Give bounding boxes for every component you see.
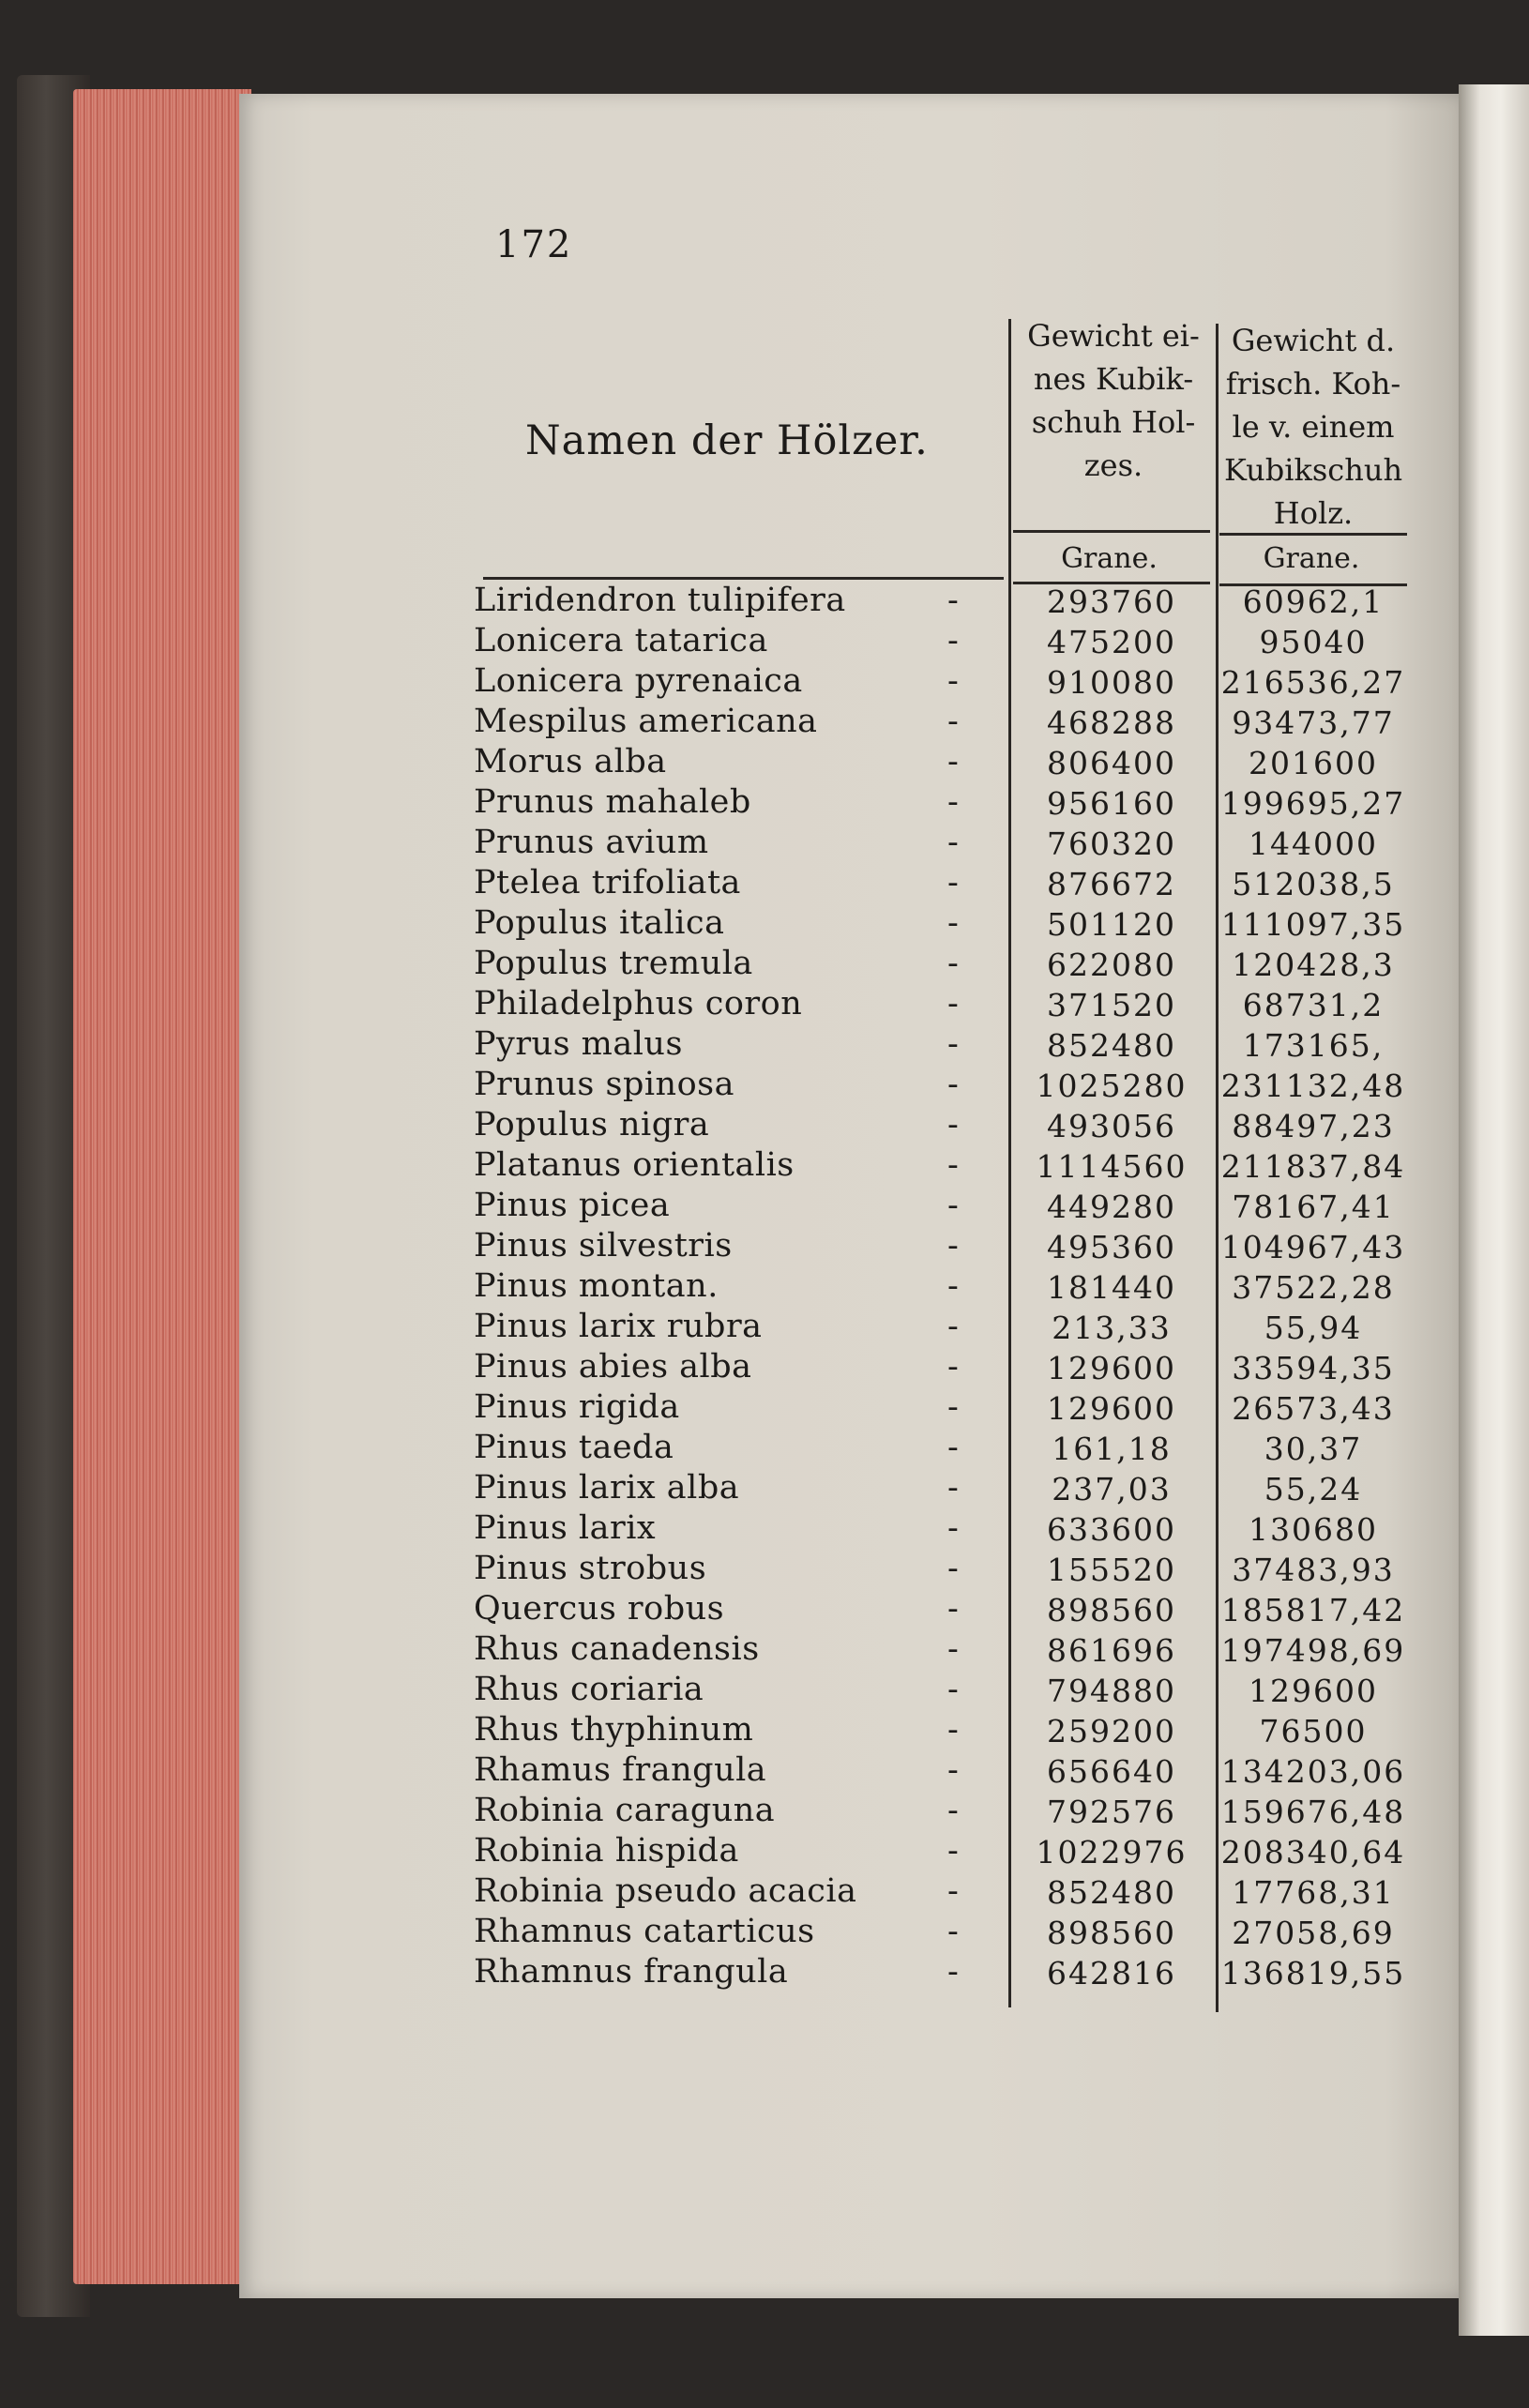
cubic-foot-weight: 852480 xyxy=(1047,1874,1176,1911)
cubic-foot-weight: 1022976 xyxy=(1036,1834,1188,1870)
charcoal-weight: 88497,23 xyxy=(1232,1108,1395,1144)
leader-dash: - xyxy=(947,1187,959,1224)
charcoal-weight: 104967,43 xyxy=(1220,1229,1406,1265)
table-row xyxy=(474,1388,1412,1429)
wood-name: Populus tremula xyxy=(474,945,753,982)
cubic-foot-weight: 1114560 xyxy=(1036,1148,1188,1185)
leader-dash: - xyxy=(947,824,959,861)
wood-name: Prunus avium xyxy=(474,824,709,861)
charcoal-weight: 37522,28 xyxy=(1232,1269,1395,1306)
cubic-foot-weight: 475200 xyxy=(1047,624,1176,660)
cubic-foot-weight: 792576 xyxy=(1047,1794,1176,1830)
table-row xyxy=(474,622,1412,662)
table-row xyxy=(474,1509,1412,1550)
cubic-foot-weight: 898560 xyxy=(1047,1592,1176,1628)
wood-name: Morus alba xyxy=(474,743,667,780)
cubic-foot-weight: 898560 xyxy=(1047,1915,1176,1951)
leader-dash: - xyxy=(947,1751,959,1789)
leader-dash: - xyxy=(947,1388,959,1426)
wood-name: Populus italica xyxy=(474,904,725,942)
table-row xyxy=(474,1751,1412,1792)
leader-dash: - xyxy=(947,1106,959,1143)
cubic-foot-weight: 237,03 xyxy=(1052,1471,1172,1507)
leader-dash: - xyxy=(947,985,959,1022)
leader-dash: - xyxy=(947,1146,959,1184)
leader-dash: - xyxy=(947,662,959,700)
cubic-foot-weight: 161,18 xyxy=(1052,1431,1172,1467)
wood-name: Robinia pseudo acacia xyxy=(474,1872,857,1910)
charcoal-weight: 134203,06 xyxy=(1220,1753,1406,1790)
red-page-edges xyxy=(73,89,251,2284)
cubic-foot-weight: 468288 xyxy=(1047,704,1176,741)
leader-dash: - xyxy=(947,783,959,821)
charcoal-weight: 211837,84 xyxy=(1220,1148,1406,1185)
table-row xyxy=(474,1590,1412,1630)
table-row xyxy=(474,662,1412,703)
cubic-foot-weight: 861696 xyxy=(1047,1632,1176,1669)
charcoal-weight: 120428,3 xyxy=(1232,947,1395,983)
charcoal-weight: 130680 xyxy=(1249,1511,1378,1548)
wood-name: Prunus mahaleb xyxy=(474,783,751,821)
leader-dash: - xyxy=(947,743,959,780)
cubic-foot-weight: 1025280 xyxy=(1036,1068,1188,1104)
charcoal-weight: 30,37 xyxy=(1264,1431,1363,1467)
leader-dash: - xyxy=(947,864,959,901)
charcoal-weight: 37483,93 xyxy=(1232,1552,1395,1588)
charcoal-weight: 78167,41 xyxy=(1232,1189,1395,1225)
charcoal-weight: 197498,69 xyxy=(1220,1632,1406,1669)
leader-dash: - xyxy=(947,1429,959,1466)
wood-name: Robinia caraguna xyxy=(474,1792,776,1829)
charcoal-weight: 68731,2 xyxy=(1242,987,1385,1023)
wood-name: Pinus larix alba xyxy=(474,1469,740,1507)
coal-unit-label: Grane. xyxy=(1263,542,1360,575)
leader-dash: - xyxy=(947,1953,959,1991)
table-row xyxy=(474,945,1412,985)
cubic-foot-weight: 129600 xyxy=(1047,1390,1176,1427)
cubic-foot-weight: 495360 xyxy=(1047,1229,1176,1265)
names-column-header: Namen der Hölzer. xyxy=(525,417,929,464)
leader-dash: - xyxy=(947,1832,959,1870)
cubic-foot-weight: 449280 xyxy=(1047,1189,1176,1225)
table-row xyxy=(474,864,1412,904)
table-row xyxy=(474,1066,1412,1106)
wood-name: Pinus larix xyxy=(474,1509,657,1547)
table-row xyxy=(474,743,1412,783)
leader-dash: - xyxy=(947,1025,959,1063)
charcoal-weight: 199695,27 xyxy=(1220,785,1406,822)
leader-dash: - xyxy=(947,1066,959,1103)
cubic-foot-weight: 213,33 xyxy=(1052,1310,1172,1346)
charcoal-weight: 17768,31 xyxy=(1232,1874,1395,1911)
table-row xyxy=(474,1348,1412,1388)
weight-unit-label: Grane. xyxy=(1061,542,1158,575)
leader-dash: - xyxy=(947,1550,959,1587)
wood-table xyxy=(474,582,1412,1993)
coal-column-header: Gewicht d. frisch. Koh- le v. einem Kubikschuh Holz. xyxy=(1223,323,1403,531)
cubic-foot-weight: 760320 xyxy=(1047,825,1176,862)
table-row xyxy=(474,1227,1412,1267)
leader-dash: - xyxy=(947,1913,959,1950)
wood-name: Rhus canadensis xyxy=(474,1630,760,1668)
charcoal-weight: 512038,5 xyxy=(1232,866,1395,902)
charcoal-weight: 173165, xyxy=(1242,1027,1385,1064)
facing-page-edge xyxy=(1459,84,1529,2336)
leader-dash: - xyxy=(947,1227,959,1265)
table-row xyxy=(474,1187,1412,1227)
header-rule-col2 xyxy=(1219,533,1407,536)
leader-dash: - xyxy=(947,1630,959,1668)
wood-name: Pinus montan. xyxy=(474,1267,719,1305)
wood-name: Rhamnus frangula xyxy=(474,1953,789,1991)
table-row xyxy=(474,1429,1412,1469)
cubic-foot-weight: 806400 xyxy=(1047,745,1176,781)
cubic-foot-weight: 876672 xyxy=(1047,866,1176,902)
table-row xyxy=(474,1267,1412,1308)
charcoal-weight: 55,94 xyxy=(1264,1310,1363,1346)
charcoal-weight: 129600 xyxy=(1249,1673,1378,1709)
leader-dash: - xyxy=(947,1348,959,1386)
table-row xyxy=(474,1106,1412,1146)
table-row xyxy=(474,1146,1412,1187)
table-row xyxy=(474,1630,1412,1671)
table-row xyxy=(474,1913,1412,1953)
table-row xyxy=(474,1550,1412,1590)
charcoal-weight: 76500 xyxy=(1259,1713,1368,1749)
charcoal-weight: 33594,35 xyxy=(1232,1350,1395,1386)
cubic-foot-weight: 155520 xyxy=(1047,1552,1176,1588)
charcoal-weight: 216536,27 xyxy=(1220,664,1406,701)
wood-name: Ptelea trifoliata xyxy=(474,864,741,901)
cubic-foot-weight: 656640 xyxy=(1047,1753,1176,1790)
table-row xyxy=(474,1711,1412,1751)
table-row xyxy=(474,1671,1412,1711)
charcoal-weight: 93473,77 xyxy=(1232,704,1395,741)
leader-dash: - xyxy=(947,582,959,619)
cubic-foot-weight: 794880 xyxy=(1047,1673,1176,1709)
charcoal-weight: 159676,48 xyxy=(1220,1794,1406,1830)
leader-dash: - xyxy=(947,1711,959,1749)
charcoal-weight: 144000 xyxy=(1249,825,1378,862)
wood-name: Liridendron tulipifera xyxy=(474,582,846,619)
charcoal-weight: 27058,69 xyxy=(1232,1915,1395,1951)
charcoal-weight: 185817,42 xyxy=(1220,1592,1406,1628)
table-row xyxy=(474,1832,1412,1872)
weight-column-header: Gewicht ei- nes Kubik- schuh Hol- zes. xyxy=(1027,318,1200,483)
wood-name: Populus nigra xyxy=(474,1106,710,1143)
wood-name: Pinus picea xyxy=(474,1187,671,1224)
wood-name: Rhamus frangula xyxy=(474,1751,767,1789)
wood-name: Lonicera pyrenaica xyxy=(474,662,803,700)
header-rule-col1 xyxy=(1013,530,1210,533)
page-number: 172 xyxy=(495,223,573,266)
table-row xyxy=(474,1792,1412,1832)
table-row xyxy=(474,1953,1412,1993)
cubic-foot-weight: 181440 xyxy=(1047,1269,1176,1306)
table-row xyxy=(474,582,1412,622)
cubic-foot-weight: 493056 xyxy=(1047,1108,1176,1144)
cubic-foot-weight: 852480 xyxy=(1047,1027,1176,1064)
wood-name: Pinus taeda xyxy=(474,1429,674,1466)
charcoal-weight: 231132,48 xyxy=(1220,1068,1406,1104)
table-row xyxy=(474,904,1412,945)
charcoal-weight: 55,24 xyxy=(1264,1471,1363,1507)
leader-dash: - xyxy=(947,1267,959,1305)
charcoal-weight: 95040 xyxy=(1259,624,1368,660)
wood-name: Platanus orientalis xyxy=(474,1146,795,1184)
leader-dash: - xyxy=(947,703,959,740)
leader-dash: - xyxy=(947,622,959,659)
charcoal-weight: 201600 xyxy=(1249,745,1378,781)
leader-dash: - xyxy=(947,1308,959,1345)
wood-name: Pinus silvestris xyxy=(474,1227,733,1265)
charcoal-weight: 60962,1 xyxy=(1242,583,1385,620)
wood-name: Pinus larix rubra xyxy=(474,1308,763,1345)
table-top-rule-names xyxy=(483,577,1004,580)
leader-dash: - xyxy=(947,1590,959,1628)
cubic-foot-weight: 259200 xyxy=(1047,1713,1176,1749)
cubic-foot-weight: 501120 xyxy=(1047,906,1176,943)
wood-name: Philadelphus coron xyxy=(474,985,803,1022)
wood-name: Pyrus malus xyxy=(474,1025,683,1063)
leader-dash: - xyxy=(947,1872,959,1910)
wood-name: Quercus robus xyxy=(474,1590,725,1628)
table-row xyxy=(474,1469,1412,1509)
table-row xyxy=(474,985,1412,1025)
cubic-foot-weight: 293760 xyxy=(1047,583,1176,620)
charcoal-weight: 26573,43 xyxy=(1232,1390,1395,1427)
charcoal-weight: 136819,55 xyxy=(1220,1955,1406,1992)
table-row xyxy=(474,824,1412,864)
wood-name: Pinus abies alba xyxy=(474,1348,752,1386)
cubic-foot-weight: 633600 xyxy=(1047,1511,1176,1548)
cubic-foot-weight: 622080 xyxy=(1047,947,1176,983)
wood-name: Rhus coriaria xyxy=(474,1671,704,1708)
wood-name: Pinus rigida xyxy=(474,1388,680,1426)
table-row xyxy=(474,703,1412,743)
leader-dash: - xyxy=(947,1469,959,1507)
wood-name: Rhamnus catarticus xyxy=(474,1913,815,1950)
cubic-foot-weight: 642816 xyxy=(1047,1955,1176,1992)
table-row xyxy=(474,783,1412,824)
wood-name: Mespilus americana xyxy=(474,703,818,740)
wood-name: Robinia hispida xyxy=(474,1832,739,1870)
cubic-foot-weight: 371520 xyxy=(1047,987,1176,1023)
wood-name: Prunus spinosa xyxy=(474,1066,734,1103)
cubic-foot-weight: 910080 xyxy=(1047,664,1176,701)
leader-dash: - xyxy=(947,1509,959,1547)
leader-dash: - xyxy=(947,1792,959,1829)
wood-name: Rhus thyphinum xyxy=(474,1711,754,1749)
wood-name: Pinus strobus xyxy=(474,1550,707,1587)
leader-dash: - xyxy=(947,904,959,942)
charcoal-weight: 111097,35 xyxy=(1220,906,1406,943)
cubic-foot-weight: 129600 xyxy=(1047,1350,1176,1386)
table-row xyxy=(474,1872,1412,1913)
table-row xyxy=(474,1308,1412,1348)
wood-name: Lonicera tatarica xyxy=(474,622,768,659)
charcoal-weight: 208340,64 xyxy=(1220,1834,1406,1870)
table-row xyxy=(474,1025,1412,1066)
cubic-foot-weight: 956160 xyxy=(1047,785,1176,822)
leader-dash: - xyxy=(947,945,959,982)
leader-dash: - xyxy=(947,1671,959,1708)
